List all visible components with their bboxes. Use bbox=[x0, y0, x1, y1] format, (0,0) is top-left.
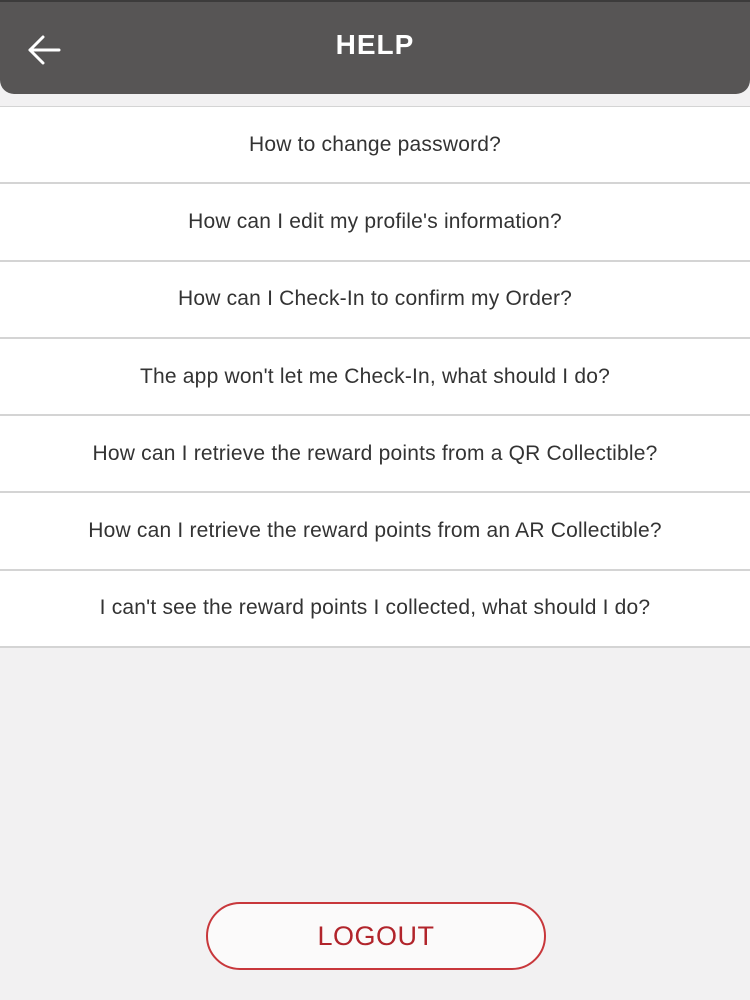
faq-item-label: How can I retrieve the reward points from a QR Collectible? bbox=[92, 441, 658, 465]
faq-item-label: How can I retrieve the reward points from an AR Collectible? bbox=[88, 519, 662, 543]
back-button[interactable] bbox=[18, 30, 70, 70]
app-header bbox=[0, 0, 750, 94]
faq-item-check-in[interactable] bbox=[0, 262, 750, 339]
faq-item-label: How to change password? bbox=[248, 132, 502, 156]
faq-item-missing-points[interactable] bbox=[0, 571, 750, 648]
faq-item-label: How can I edit my profile's information? bbox=[188, 209, 562, 233]
faq-item-edit-profile[interactable] bbox=[0, 184, 750, 261]
faq-list bbox=[0, 106, 750, 648]
page-title: HELP bbox=[335, 29, 415, 60]
faq-item-ar-collectible[interactable] bbox=[0, 493, 750, 570]
arrow-left-icon bbox=[27, 35, 61, 65]
faq-item-label: How can I Check-In to confirm my Order? bbox=[177, 287, 573, 311]
faq-item-check-in-problem[interactable] bbox=[0, 339, 750, 416]
faq-item-qr-collectible[interactable] bbox=[0, 416, 750, 493]
logout-button[interactable] bbox=[206, 902, 546, 970]
faq-item-change-password[interactable] bbox=[0, 107, 750, 184]
faq-item-label: The app won't let me Check-In, what should I do? bbox=[139, 364, 611, 388]
faq-item-label: I can't see the reward points I collected, what should I do? bbox=[99, 596, 651, 620]
logout-label: LOGOUT bbox=[317, 920, 435, 951]
